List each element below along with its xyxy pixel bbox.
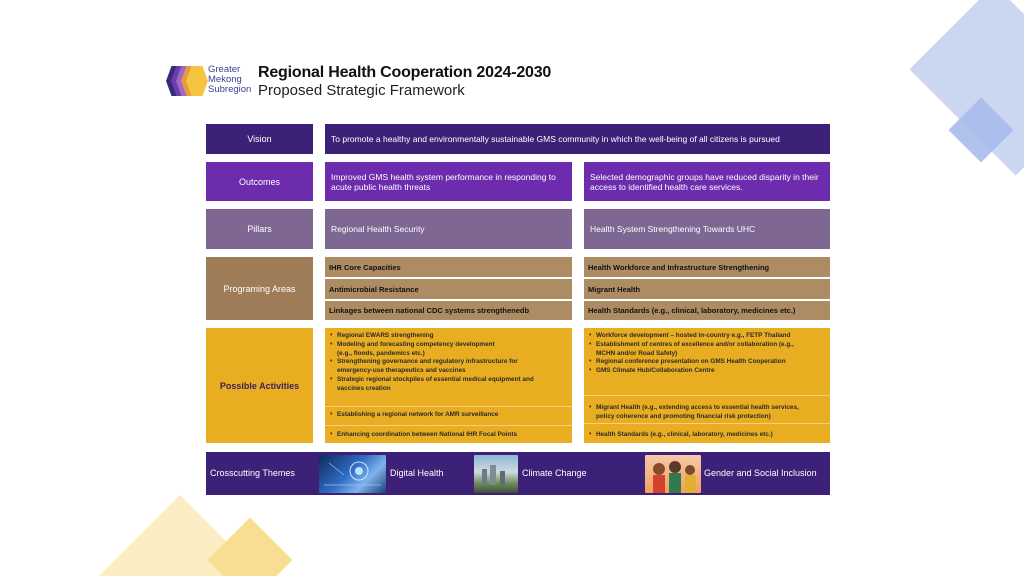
gms-logo	[166, 62, 256, 102]
activities-left-list-3	[325, 427, 517, 440]
logo-line: Subregion	[208, 84, 252, 95]
vision-text: To promote a healthy and environmentally sustainable GMS community in which the well-being of all citizens is pursued	[331, 134, 780, 144]
programing-area-left-3: Linkages between national CDC systems strengthenedb	[325, 301, 572, 320]
pillars-label: Pillars	[206, 209, 313, 249]
gender-inclusion-image	[645, 455, 701, 493]
outcome-left-text: Improved GMS health system performance in responding to acute public health threats	[331, 171, 556, 192]
activity-item: • Regional conference presentation on GMS Health Cooperation	[596, 358, 830, 367]
activity-item-continuation: policy coherence and promoting financial risk protection)	[596, 412, 771, 420]
climate-change-icon	[474, 455, 518, 493]
activity-item: • Strengthening governance and regulatory infrastructure for	[337, 358, 572, 367]
divider	[584, 423, 830, 424]
pillar-right-text: Health System Strengthening Towards UHC	[590, 224, 756, 234]
climate-change-image	[474, 455, 518, 493]
pillar-right-box	[584, 209, 830, 249]
programing-areas-label: Programing Areas	[206, 257, 313, 320]
possible-activities-label: Possible Activities	[206, 328, 313, 443]
activities-right-list-2	[584, 400, 799, 422]
activity-item-continuation: emergency-use therapeutics and vaccines	[337, 367, 466, 375]
theme-climate-change: Climate Change	[522, 468, 587, 478]
logo-line: Mekong	[208, 74, 242, 85]
activity-item: • GMS Climate Hub/Collaboration Centre	[596, 367, 830, 376]
activity-item: • Establishing a regional network for AMR surveillance	[337, 411, 498, 420]
digital-health-icon	[319, 455, 386, 493]
logo-text	[208, 65, 251, 95]
activities-right-list-1	[584, 328, 830, 376]
activity-item: • Workforce development – hosted in-country e.g., FETP Thailand	[596, 332, 830, 341]
programing-area-right-1: Health Workforce and Infrastructure Strengthening	[584, 257, 830, 277]
page-title: Regional Health Cooperation 2024-2030	[258, 64, 552, 81]
activities-right-box	[584, 328, 830, 443]
activity-item-continuation: MCHN and/or Road Safety)	[596, 349, 678, 357]
people-icon	[645, 455, 701, 493]
outcome-left-box	[325, 162, 572, 201]
activity-item: • Health Standards (e.g., clinical, laboratory, medicines etc.)	[596, 431, 773, 440]
activity-item-continuation: vaccines creation	[337, 384, 391, 392]
page-subtitle: Proposed Strategic Framework	[258, 82, 465, 99]
logo-line: Greater	[208, 64, 241, 75]
activity-item: • Modeling and forecasting competency development	[337, 341, 572, 350]
activity-item: • Enhancing coordination between National IHR Focal Points	[337, 431, 517, 440]
pillar-left-box	[325, 209, 572, 249]
divider	[584, 395, 830, 396]
divider	[325, 425, 572, 426]
outcomes-label: Outcomes	[206, 162, 313, 201]
theme-gender-inclusion: Gender and Social Inclusion	[704, 468, 817, 478]
activities-left-list-2	[325, 407, 498, 420]
outcome-right-box	[584, 162, 830, 201]
digital-health-image	[319, 455, 386, 493]
programing-area-right-2: Migrant Health	[584, 279, 830, 299]
programing-area-left-2: Antimicrobial Resistance	[325, 279, 572, 299]
outcome-right-text: Selected demographic groups have reduced disparity in their access to identified health care services.	[590, 171, 819, 192]
activity-item: • Migrant Health (e.g., extending access to essential health services,	[596, 404, 799, 413]
programing-area-right-3: Health Standards (e.g., clinical, laboratory, medicines etc.)	[584, 301, 830, 320]
vision-text-box	[325, 124, 830, 154]
activities-right-list-3	[584, 427, 773, 440]
pillar-left-text: Regional Health Security	[331, 224, 425, 234]
theme-digital-health: Digital Health	[390, 468, 444, 478]
activity-item: • Strategic regional stockpiles of essential medical equipment and	[337, 376, 572, 385]
activity-item-continuation: (e.g., floods, pandemics etc.)	[337, 349, 425, 357]
activities-left-box	[325, 328, 572, 443]
vision-label: Vision	[206, 124, 313, 154]
activities-left-list-1	[325, 328, 572, 394]
decorative-diamond-bottom-small	[208, 518, 293, 576]
activity-item: • Establishment of centres of excellence and/or collaboration (e.g.,	[596, 341, 830, 350]
crosscutting-label: Crosscutting Themes	[210, 468, 295, 478]
programing-area-left-1: IHR Core Capacities	[325, 257, 572, 277]
activity-item: • Regional EWARS strengthening	[337, 332, 572, 341]
